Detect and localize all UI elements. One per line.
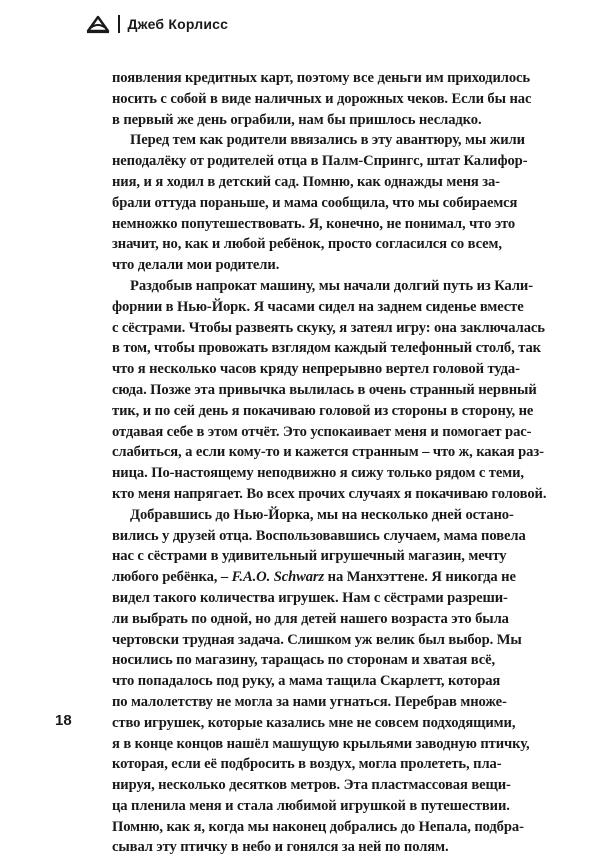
text-line: немножко попутешествовать. Я, конечно, не понимал, что это — [112, 215, 516, 232]
text-line: носить с собой в виде наличных и дорожных чеков. Если бы нас — [112, 90, 532, 107]
page-number: 18 — [55, 712, 72, 729]
text-line: видел такого количества игрушек. Нам с сёстрами разреши- — [112, 589, 508, 606]
text-line: слабиться, а если кому-то и кажется странным – что ж, какая раз- — [112, 444, 544, 461]
text-line: чертовски трудная задача. Слишком уж велик был выбор. Мы — [112, 631, 522, 648]
text-line: ство игрушек, которые казались мне не совсем подходящими, — [112, 714, 516, 731]
text-line: ли выбрать по одной, но для детей нашего возраста это была — [112, 610, 509, 627]
text-line: в первый же день ограбили, нам бы пришлось несладко. — [112, 111, 482, 128]
text-line: что делали мои родители. — [112, 257, 280, 274]
text-line: которая, если её подбросить в воздух, могла пролететь, пла- — [112, 756, 502, 773]
text-line: я в конце концов нашёл машущую крыльями заводную птичку, — [112, 735, 530, 752]
publisher-logo-icon — [86, 14, 110, 34]
text-segment: на Манхэттене. Я никогда не — [327, 569, 516, 586]
text-line: носились по магазину, таращась по сторонам и хватая всё, — [112, 652, 495, 669]
text-line: нируя, несколько десятков метров. Эта пластмассовая вещи- — [112, 777, 511, 794]
text-line: кто меня напрягает. Во всех прочих случаях я покачиваю головой. — [112, 485, 547, 502]
text-line: вились у друзей отца. Воспользовавшись случаем, мама повела — [112, 527, 526, 544]
text-line: ния, и я ходил в детский сад. Помню, как однажды меня за- — [112, 173, 500, 190]
running-header-author: Джеб Корлисс — [127, 16, 229, 32]
text-line: появления кредитных карт, поэтому все деньги им приходилось — [112, 70, 531, 86]
store-name: F.A.O. Schwarz — [231, 569, 325, 586]
text-line: ница. По-настоящему неподвижно я сижу только рядом с теми, — [112, 465, 524, 482]
text-line: что я несколько часов кряду непрерывно вертел головой туда- — [112, 361, 520, 378]
text-segment: любого ребёнка, – — [112, 569, 229, 586]
text-line: сюда. Позже эта привычка вылилась в очень странный нервный — [112, 381, 537, 398]
text-line: значит, но, как и любой ребёнок, просто согласился со всем, — [112, 236, 502, 253]
text-line: что попадалось под руку, а мама тащила Скарлетт, которая — [112, 673, 501, 690]
text-line: Помню, как я, когда мы наконец добрались до Непала, подбра- — [112, 818, 524, 835]
text-line: по малолетству не могла за нами угнаться. Перебрав множе- — [112, 693, 507, 710]
text-line: отдавая себе в этом отчёт. Это успокаивает меня и помогает рас- — [112, 423, 532, 440]
text-line: нас с сёстрами в удивительный игрушечный магазин, мечту — [112, 548, 507, 565]
text-line: ца пленила меня и стала любимой игрушкой в путешествии. — [112, 797, 510, 814]
text-line: Раздобыв напрокат машину, мы начали долгий путь из Кали- — [130, 277, 533, 294]
text-line: форнии в Нью-Йорк. Я часами сидел на заднем сиденье вместе — [112, 298, 524, 315]
text-line: с сёстрами. Чтобы развеять скуку, я затеял игру: она заключалась — [112, 319, 545, 336]
text-line: сывал эту птичку в небо и гонялся за ней по полям. — [112, 839, 449, 856]
text-line: брали оттуда пораньше, и мама сообщила, что мы собираемся — [112, 194, 518, 211]
body-text — [112, 68, 547, 858]
text-line: неподалёку от родителей отца в Палм-Спрингс, штат Калифор- — [112, 153, 528, 170]
text-line — [112, 567, 516, 588]
text-line: Перед тем как родители ввязались в эту авантюру, мы жили — [130, 132, 525, 149]
text-line: в том, чтобы провожать взглядом каждый телефонный столб, так — [112, 340, 541, 357]
text-line: Добравшись до Нью-Йорка, мы на несколько дней остано- — [130, 506, 514, 523]
header-divider — [118, 15, 120, 33]
running-header — [86, 14, 228, 34]
text-line: тик, и по сей день я покачиваю головой из стороны в сторону, не — [112, 402, 534, 419]
